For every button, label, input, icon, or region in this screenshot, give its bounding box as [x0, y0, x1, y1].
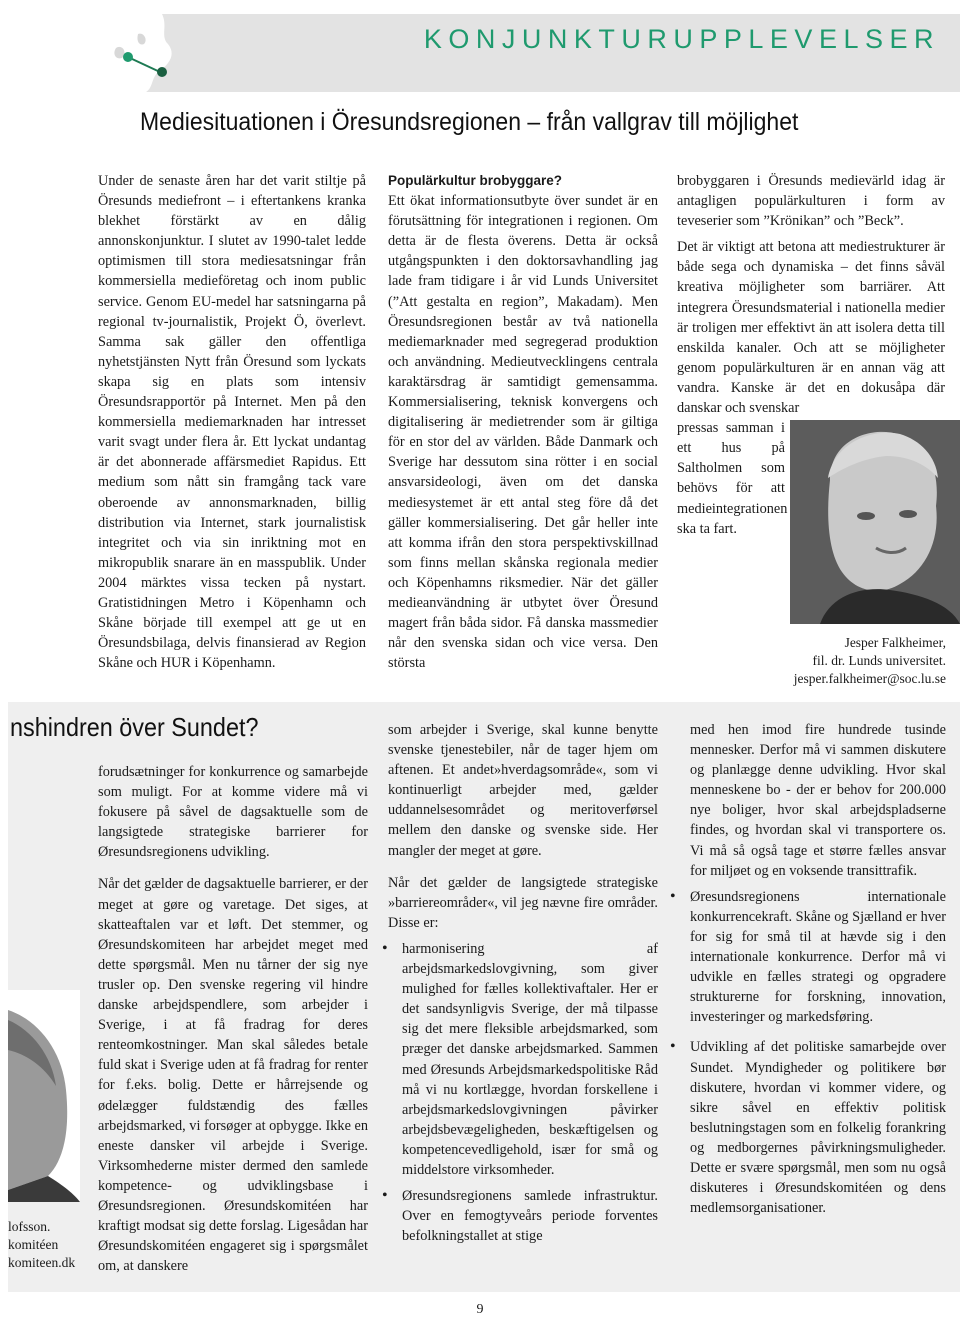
paragraph: pressas samman i ett hus på Saltholmen som behövs för att medieintegrationen ska ta fart.: [677, 420, 788, 537]
caption-line: komitéen: [8, 1237, 59, 1252]
bottom-column-3: [690, 720, 946, 1218]
bottom-author-caption: [8, 1218, 76, 1272]
page-number: 9: [476, 1302, 484, 1317]
list-item: • harmonisering af arbejdsmarkedslovgivning, som giver mulighed for fælles kollektivaftaler. Her er det sandsynligvis Sverige, der må tilpasse sig det mere fleksible arbejdsmarked, som præger det danske arbejdsmarked. Sammen med Øresunds Arbejdsmarkedspolitiske Råd må vi nu kortlægge, hvordan forskellene i arbejdsmarkedslovgivningen påvirker arbejdsbevægeligheden, beskæftigelsen og kompetencevedligehold, især for små og middelstore virksomheder.: [380, 939, 658, 1180]
portrait-image: [790, 420, 960, 624]
bottom-headline: nshindren över Sundet?: [10, 712, 259, 742]
section-kicker: KONJUNKTURUPPLEVELSER: [423, 24, 940, 54]
caption-line: Jesper Falkheimer,: [844, 635, 946, 650]
paragraph: brobyggaren i Öresunds medievärld idag är antagligen populärkulturen i form av teveserier som ”Krönikan” och ”Beck”.: [677, 173, 945, 230]
list-item: • Øresundsregionens samlede infrastruktur. Over en femogtyveårs periode forventes befolkningstallet at stige: [380, 1186, 658, 1246]
article-headline: Mediesituationen i Öresundsregionen – från vallgrav till möjlighet: [140, 108, 799, 136]
caption-line: fil. dr. Lunds universitet.: [812, 653, 946, 668]
bullet-list: [668, 887, 946, 1219]
paragraph: med hen imod fire hundrede tusinde mennesker. Derfor må vi sammen diskutere og planlægge denne udvikling. Hvor skal menneskene bo - der er behov for 200.000 nye boliger, hvor skal arbejdspladserne findes, og hvordan skal vi transportere os. Vi må så også tage et større fælles ansvar for miljøet og en voksende transittrafik.: [690, 722, 946, 879]
oresund-map-icon: [98, 14, 218, 104]
caption-line: lofsson.: [8, 1219, 51, 1234]
list-item: • Udvikling af det politiske samarbejde over Sundet. Myndigheder og politikere bør diskutere, hvordan vi kommer videre, og sikre såvel en effektiv politisk beslutningstagen som en folkelig forankring og medborgernes påvirkningsmuligheder. Dette er svære spørgsmål, men som nu også diskuteres i Øresundskomitéen og dens medlemsorganisationer.: [668, 1037, 946, 1218]
subheading: Populärkultur brobyggare?: [388, 173, 563, 188]
bottom-column-1: [98, 762, 368, 1276]
author-caption: [740, 634, 946, 688]
paragraph: Ett ökat informationsutbyte över sundet är en förutsättning för integrationen i regionen. Om detta är de flesta överens. Detta är också utgångspunkten i den doktorsavhandling jag lade fram tidigare i år vid Lunds Universitet (”Att gestalta en region”, Makadam). Men Öresundsregionen består av två nationella mediemarknader med segregerad produktion och användning. Medieutvecklingens centrala karaktärsdrag är samtidigt gemensamma. Kommersialisering, teknisk konvergens och digitalisering är medietrender som är giltiga för en stor del av världen. Både Danmark och Sverige har dessutom sina rötter i en social ansvarsideologi, även om det danska mediesystemet är ett antal steg före då det gäller kommersialisering. Det går heller inte att komma ifrån den stora perspektivskillnad som finns mellan skånska regionala medier och Köpenhamns riksmedier. När det gäller medieanvändning är utbytet över Öresund magert från båda sidor. Få danska massmedier når den svenska sidan och vice versa. Den största: [388, 193, 658, 672]
bottom-column-2: [388, 720, 658, 1246]
caption-line: jesper.falkheimer@soc.lu.se: [793, 671, 946, 686]
caption-line: komiteen.dk: [8, 1255, 76, 1270]
bottom-author-photo: [8, 990, 80, 1202]
top-column-1: [98, 171, 366, 673]
paragraph: Når det gælder de dagsaktuelle barrierer, er der meget at gøre og varetage. Det siges, at skatteaftalen var et løft. Det stemmer, og Øresundskomiteen har arbejdet meget med dette spørgsmål. Men nu tårner der sig nye trusler op. Den svenske regering vil hindre danske arbejdspendlere, som arbejder i Sverige, i at få fradrag for deres renteomkostninger. Man skal således betale fuld skat i Sverige uden at få fradrag for renter for f.eks. bolig. Dette er hårrejsende og ødelægger fuldstændig des fælles arbejdsmarked, vi forsøger at opbygge. Ikke en eneste dansker vil arbejde i Sverige. Virksomhederne mister dermed den samlede kompetence- og udviklingsbase i Øresundsregionen. Øresundskomitéen har kraftigt modsat sig dette forslag. Ligesådan har Øresundskomitéen engageret sig i spørgsmålet om, at danskere: [98, 876, 368, 1275]
paragraph: Når det gælder de langsigtede strategiske »barriereområder«, vil jeg nævne fire områder. Disse er:: [388, 874, 658, 931]
author-photo: [790, 420, 960, 624]
paragraph: Det är viktigt att betona att mediestrukturer är både sega och dynamiska – det finns såväl kreativa möjligheter som barriärer. Att integrera Öresundsmaterial i nationella medier är troligen mer effektivt än att isolera detta till enskilda kanaler. Och att se möjligheter genom populärkulturen är en annan väg att vandra. Kanske är det en dokusåpa där danskar och svenskar: [677, 239, 945, 417]
top-column-2: [388, 171, 658, 673]
paragraph: som arbejder i Sverige, skal kunne benytte svenske tjenestebiler, når de tager hjem om aftenen. Et andet»hverdagsområde«, som vi kontinuerligt arbejder med, gælder uddannelsesområdet og meritoverførsel mellem den danske og svenske side. Her mangler der meget at gøre.: [388, 722, 658, 859]
list-item: • Øresundsregionens internationale konkurrencekraft. Skåne og Sjælland er hver for sig for små til at hævde sig i den internationale konkurrence. Derfor må vi udvikle en fælles strategi og opgradere strukturerne for forskning, innovation, investeringer og markedsføring.: [668, 887, 946, 1028]
paragraph: forudsætninger for konkurrence og samarbejde som muligt. For at komme videre må vi fokusere på såvel de dagsaktuelle som de langsigtede strategiske barrierer for Øresundsregionens udvikling.: [98, 764, 368, 861]
paragraph: Under de senaste åren har det varit stiltje på Öresunds mediefront – i eftertankens kranka blekhet förstärkt av en dålig annonskonjunktur. I slutet av 1990-talet ledde optimismen till stora mediesatsningar från kommersiella medieföretag och inom public service. Genom EU-medel har satsningarna på regional tv-journalistik, Projekt Ö, överlevt. Samma sak gäller den offentliga nyhetstjänsten Nytt från Öresund som lyckats skapa sig en plats som intensiv Öresundsrapportör på Internet. Men på den kommersiella mediemarknaden har intresset varit svagt under flera år. Ett lyckat undantag är det abonnerade affärsmediet Rapidus. Ett medium som nått sin framgång tack vare oberoende av annonsmarknaden, billig distribution via Internet, stark journalistisk integritet och via sin inriktning mot en mikropublik snarare än en masspublik. Under 2004 märktes vissa tecken på nystart. Gratistidningen Metro i Köpenhamn och Skåne började till exempel att ge ut en Öresundsbilaga, delvis finansierad av Region Skåne och HUR i Köpenhamn.: [98, 173, 366, 672]
portrait-image: [8, 990, 80, 1202]
bullet-list: [380, 939, 658, 1246]
